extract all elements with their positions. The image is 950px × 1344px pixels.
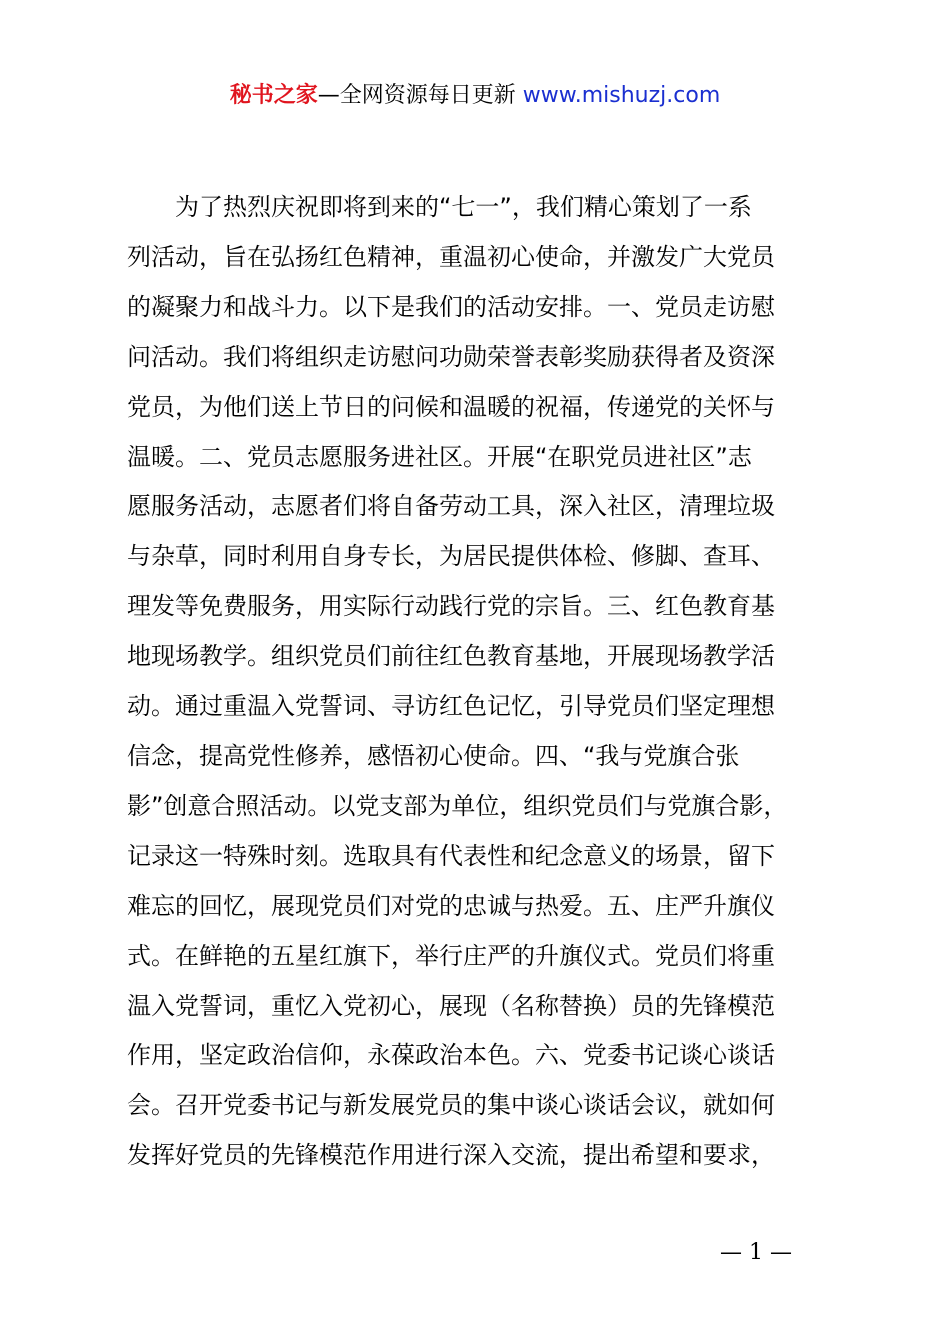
body-line: 温入党誓词，重忆入党初心，展现（名称替换）员的先锋模范 <box>127 991 775 1020</box>
body-line: 作用，坚定政治信仰，永葆政治本色。六、党委书记谈心谈话 <box>127 1041 775 1070</box>
body-line: 的凝聚力和战斗力。以下是我们的活动安排。一、党员走访慰 <box>127 292 775 321</box>
body-line: 问活动。我们将组织走访慰问功勋荣誉表彰奖励获得者及资深 <box>127 342 775 371</box>
body-line: 动。通过重温入党誓词、寻访红色记忆，引导党员们坚定理想 <box>127 692 775 721</box>
body-line: 为了热烈庆祝即将到来的“七一”，我们精心策划了一系 <box>127 193 752 221</box>
site-url-link[interactable]: www.mishuzj.com <box>522 83 721 108</box>
body-line: 影”创意合照活动。以党支部为单位，组织党员们与党旗合影， <box>127 791 788 820</box>
body-line: 会。召开党委书记与新发展党员的集中谈心谈话会议，就如何 <box>127 1091 775 1120</box>
body-line: 列活动，旨在弘扬红色精神，重温初心使命，并激发广大党员 <box>127 242 775 271</box>
body-line: 难忘的回忆，展现党员们对党的忠诚与热爱。五、庄严升旗仪 <box>127 891 775 920</box>
body-line: 理发等免费服务，用实际行动践行党的宗旨。三、红色教育基 <box>127 592 775 621</box>
site-tagline: —全网资源每日更新 <box>317 83 523 108</box>
body-line: 与杂草，同时利用自身专长，为居民提供体检、修脚、查耳、 <box>127 542 775 571</box>
body-line: 愿服务活动，志愿者们将自备劳动工具，深入社区，清理垃圾 <box>127 492 775 521</box>
body-line: 记录这一特殊时刻。选取具有代表性和纪念意义的场景，留下 <box>127 841 775 870</box>
page-number: — 1 — <box>720 1240 792 1265</box>
body-line: 式。在鲜艳的五星红旗下，举行庄严的升旗仪式。党员们将重 <box>127 941 775 970</box>
document-body <box>127 183 833 1181</box>
body-line: 发挥好党员的先锋模范作用进行深入交流，提出希望和要求， <box>127 1141 775 1170</box>
body-line: 温暖。二、党员志愿服务进社区。开展“在职党员进社区”志 <box>127 442 752 471</box>
page-header <box>0 78 950 114</box>
body-line: 党员，为他们送上节日的问候和温暖的祝福，传递党的关怀与 <box>127 392 775 421</box>
body-line: 地现场教学。组织党员们前往红色教育基地，开展现场教学活 <box>127 642 775 671</box>
body-line: 信念，提高党性修养，感悟初心使命。四、“我与党旗合张 <box>127 741 740 770</box>
site-brand: 秘书之家 <box>229 83 318 108</box>
